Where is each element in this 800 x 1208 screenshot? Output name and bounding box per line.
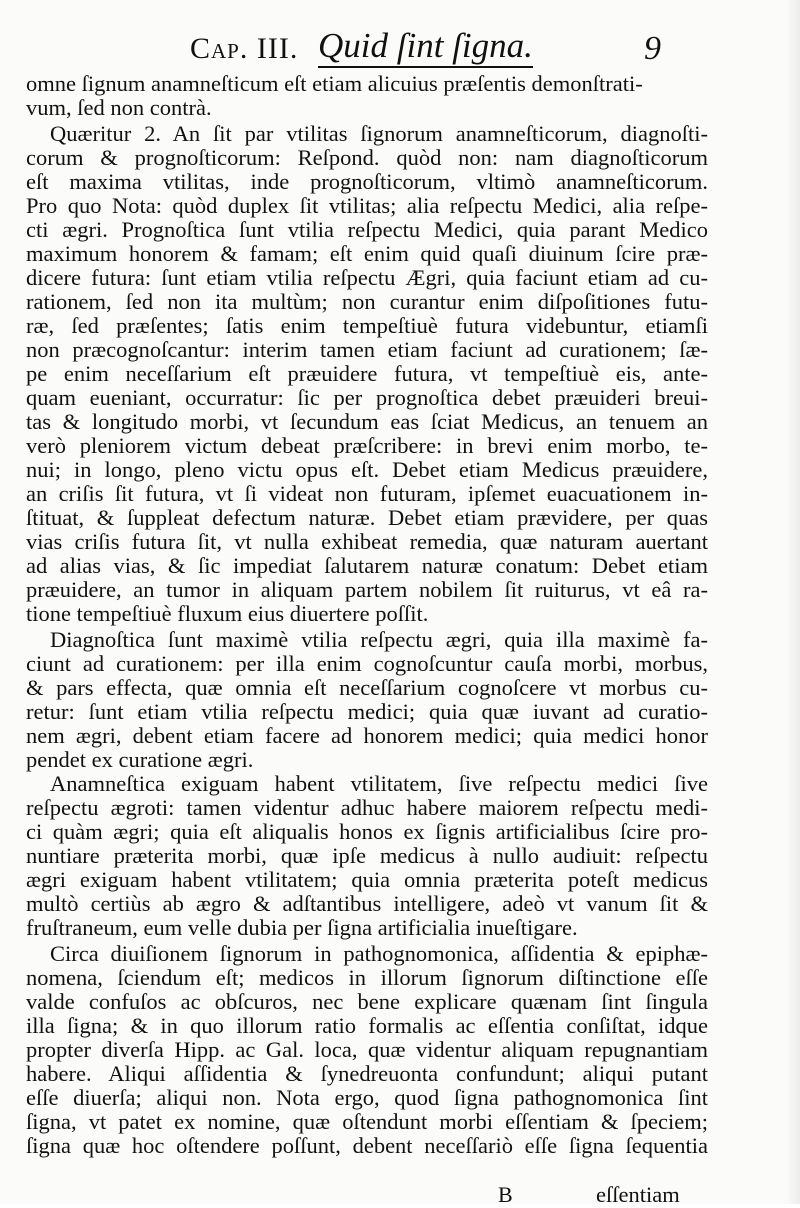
text-line: ci quàm ægri; quia eſt aliqualis honos ex ſignis artificialibus ſcire pro- [26,819,708,844]
text-line: reſpectu ægroti: tamen videntur adhuc habere maiorem reſpectu medi- [26,795,708,820]
text-line: eſſe diuerſa; aliqui non. Nota ergo, quod ſigna pathognomonica ſint [26,1085,708,1110]
text-line: tas & longitudo morbi, vt ſecundum eas ſciat Medicus, an tenuem an [26,409,708,434]
text-line: nui; in longo, pleno victu opus eſt. Debet etiam Medicus præuidere, [26,457,708,482]
text-line: nomena, ſciendum eſt; medicos in illorum ſignorum diſtinctione eſſe [26,965,708,990]
text-line: retur: ſunt etiam vtilia reſpectu medici; quia quæ iuvant ad curatio- [26,699,708,724]
text-line: Quæritur 2. An ſit par vtilitas ſignorum anamneſticorum, diagnoſti- [50,121,708,146]
text-line: Pro quo Nota: quòd duplex ſit vtilitas; alia reſpectu Medici, alia reſpe- [26,193,708,218]
chapter-title: Quid ſint ſigna. [318,28,533,68]
text-line: Anamneſtica exiguam habent vtilitatem, ſive reſpectu medici ſive [50,771,708,796]
signature-mark: B [498,1182,513,1207]
text-line: ſigna, vt patet ex nomine, quæ oſtendunt morbi eſſentiam & ſpeciem; [26,1109,708,1134]
chapter-label: Cap. III. [190,32,299,65]
text-line: rationem, ſed non ita multùm; non curantur enim diſpoſitiones futu- [26,289,708,314]
text-line: ræ, ſed præſentes; ſatis enim tempeſtiuè futura videbuntur, etiamſi [26,313,708,338]
text-line: non præcognoſcantur: interim tamen etiam faciunt ad curationem; ſæ- [26,337,708,362]
text-line: cti ægri. Prognoſtica ſunt vtilia reſpectu Medici, quia parant Medico [26,217,708,242]
text-line: ſigna quæ hoc oſtendere poſſunt, debent neceſſariò eſſe ſigna ſequentia [26,1133,708,1158]
text-line: eſt maxima vtilitas, inde prognoſticorum, vltimò anamneſticorum. [26,169,708,194]
text-line: nem ægri, debent etiam facere ad honorem medici; quia medici honor [26,723,708,748]
page-footer [0,1158,800,1207]
text-line: omne ſignum anamneſticum eſt etiam alicuius præſentis demonſtrati- [26,71,643,96]
text-line: pe enim neceſſarium eſt præuidere futura, vt tempeſtiuè eis, ante- [26,361,708,386]
text-line: Diagnoſtica ſunt maximè vtilia reſpectu ægri, quia illa maximè fa- [50,627,708,652]
text-line: quam eueniant, occurratur: ſic per prognoſtica debet præuideri breui- [26,385,708,410]
text-line: nuntiare præterita morbi, quæ ipſe medicus à nullo audiuit: reſpectu [26,843,708,868]
text-line: & pars effecta, quæ omnia eſt neceſſarium cognoſcere vt morbus cu- [26,675,708,700]
text-line: illa ſigna; & in quo illorum ratio formalis ac eſſentia conſiſtat, idque [26,1013,708,1038]
text-line: valde confuſos ac obſcuros, nec bene explicare quænam ſint ſingula [26,989,708,1014]
text-line: verò pleniorem victum debeat præſcribere: in brevi enim morbo, te- [26,433,708,458]
text-line: ciunt ad curationem: per illa enim cognoſcuntur cauſa morbi, morbus, [26,651,708,676]
text-line: corum & prognoſticorum: Reſpond. quòd non: nam diagnoſticorum [26,145,708,170]
text-line: habere. Aliqui aſſidentia & ſynedreuonta confundunt; aliqui putant [26,1061,708,1086]
text-line: propter diverſa Hipp. ac Gal. loca, quæ videntur aliquam repugnantiam [26,1037,708,1062]
text-line: fruſtraneum, eum velle dubia per ſigna artificialia inueſtigare. [26,915,578,940]
page-number: 9 [644,30,661,67]
text-line: pendet ex curatione ægri. [26,747,254,772]
text-line: dicere futura: ſunt etiam vtilia reſpectu Ægri, quia faciunt etiam ad cu- [26,265,708,290]
text-line: Circa diuiſionem ſignorum in pathognomonica, aſſidentia & epiphæ- [50,941,708,966]
text-line: vias criſis futura ſit, vt nulla exhibeat remedia, quæ naturam auertant [26,529,708,554]
text-line: tione tempeſtiuè fluxum eius diuertere poſſit. [26,601,429,626]
text-line: vum, ſed non contrà. [26,95,212,120]
text-line: præuidere, an tumor in aliquam partem nobilem ſit ruiturus, vt eâ ra- [26,577,708,602]
text-line: ad alias vias, & ſic impediat ſalutarem naturæ conatum: Debet etiam [26,553,708,578]
text-line: ægri exiguam habent vtilitatem; quia omnia præterita poteſt medicus [26,867,708,892]
text-line: an criſis ſit futura, vt ſi videat non futuram, ipſemet euacuationem in- [26,481,708,506]
text-line: maximum honorem & famam; eſt enim quid quaſi diuinum ſcire præ- [26,241,708,266]
text-line: multò certiùs ab ægro & adſtantibus intelligere, adeò vt vanum ſit & [26,891,708,916]
text-line: ſtituat, & ſuppleat defectum naturæ. Debet etiam prævidere, per quas [26,505,708,530]
catchword: eſſentiam [596,1182,680,1207]
